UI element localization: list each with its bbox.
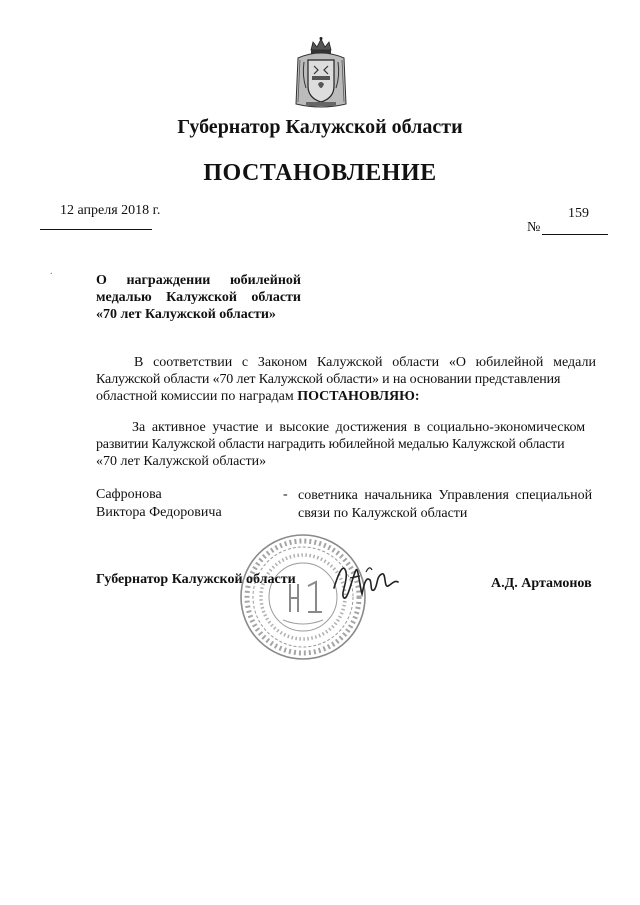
subject-word: Калужской: [166, 290, 237, 305]
position-line-2: связи по Калужской области: [298, 506, 468, 521]
document-subject: [96, 272, 301, 323]
subject-word: медалью: [96, 290, 152, 305]
subject-line-1: [96, 272, 301, 289]
date-underline: [40, 229, 152, 230]
document-type-title: ПОСТАНОВЛЕНИЕ: [203, 160, 437, 186]
awardee-dash: -: [283, 487, 288, 502]
decree-line-1: За активное участие и высокие достижения в социально-экономическом: [132, 420, 586, 435]
awardee-name: [96, 486, 222, 522]
subject-line-3: «70 лет Калужской области»: [96, 307, 276, 322]
awardee-surname: Сафронова: [96, 487, 162, 502]
number-underline: [542, 234, 608, 235]
decree-paragraph: [96, 419, 596, 470]
preamble-line-3: [96, 388, 596, 405]
subject-word: юбилейной: [229, 273, 301, 288]
subject-line-2: [96, 289, 301, 306]
document-number: 159: [568, 206, 589, 221]
number-label: №: [527, 220, 541, 235]
margin-dot: .: [50, 266, 53, 277]
preamble-text: областной комиссии по наградам: [96, 389, 298, 404]
preamble-line-2: Калужской области «70 лет Калужской области» и на основании представления: [96, 372, 561, 387]
handwritten-signature-icon: [330, 558, 400, 602]
decree-line-2: развитии Калужской области наградить юбилейной медалью Калужской области: [96, 437, 565, 452]
awardee-position: [298, 487, 596, 523]
decree-keyword: ПОСТАНОВЛЯЮ:: [297, 389, 420, 404]
decree-line-3: «70 лет Калужской области»: [96, 454, 267, 469]
subject-word: О: [96, 273, 107, 288]
preamble-paragraph: [96, 354, 596, 405]
awardee-given-name: Виктора Федоровича: [96, 505, 222, 520]
organization-title: Губернатор Калужской области: [177, 116, 463, 138]
kaluga-coat-of-arms-icon: [294, 36, 348, 110]
signatory-title: Губернатор Калужской области: [96, 572, 296, 587]
subject-word: области: [251, 290, 301, 305]
document-date: 12 апреля 2018 г.: [60, 203, 161, 218]
subject-word: награждении: [126, 273, 211, 288]
preamble-line-1: В соответствии с Законом Калужской области «О юбилейной медали: [134, 355, 596, 370]
position-line-1: советника начальника Управления специальной: [298, 488, 593, 503]
signatory-name: А.Д. Артамонов: [491, 576, 592, 591]
